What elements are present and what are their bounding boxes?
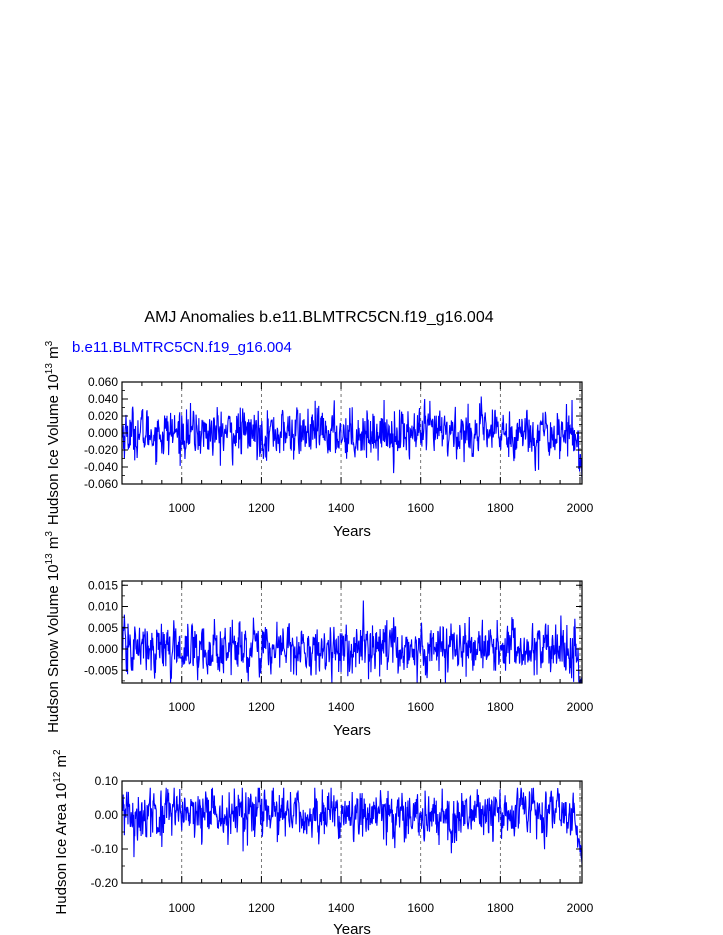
y-tick-label: -0.10: [90, 842, 118, 856]
y-tick-label: -0.005: [83, 663, 118, 678]
y-axis-label: Hudson Ice Volume $10^{13}$ $m^3$: [44, 340, 62, 526]
y-tick-label: 0.000: [87, 426, 118, 440]
y-tick-label: 0.010: [87, 599, 118, 614]
x-tick-label: 1200: [248, 901, 275, 915]
chart-panel-2: [44, 531, 594, 739]
y-tick-label: 0.060: [87, 375, 118, 389]
x-axis-label: Years: [333, 921, 371, 935]
x-tick-label: 1200: [248, 501, 275, 515]
y-tick-label: 0.00: [94, 808, 118, 822]
y-tick-label: -0.060: [83, 477, 118, 491]
y-tick-label: -0.040: [83, 460, 118, 474]
x-tick-label: 1000: [168, 901, 196, 915]
series-line: [122, 396, 582, 480]
x-tick-label: 1600: [407, 901, 435, 915]
x-tick-label: 1800: [487, 901, 514, 915]
y-tick-label: -0.020: [83, 443, 118, 457]
y-tick-label: 0.015: [87, 578, 118, 593]
x-tick-label: 1400: [327, 700, 355, 714]
y-tick-label: 0.040: [87, 392, 118, 406]
x-tick-label: 1000: [168, 700, 196, 714]
chart-panel-1: [44, 340, 594, 540]
y-tick-label: -0.20: [90, 876, 118, 890]
y-tick-label: 0.020: [87, 409, 118, 423]
x-axis-label: Years: [333, 523, 371, 540]
y-tick-label: 0.000: [87, 642, 118, 656]
x-tick-label: 1400: [327, 901, 355, 915]
x-tick-label: 1400: [327, 501, 355, 515]
x-tick-label: 1600: [407, 501, 435, 515]
x-tick-label: 1800: [487, 501, 514, 515]
x-tick-label: 1000: [168, 501, 196, 515]
x-tick-label: 1200: [248, 700, 275, 714]
x-tick-label: 2000: [566, 501, 594, 515]
y-axis-label: Hudson Ice Area $10^{12}$ $m^2$: [52, 749, 70, 915]
y-tick-label: 0.005: [87, 620, 118, 635]
chart-title: AMJ Anomalies b.e11.BLMTRC5CN.f19_g16.004: [144, 309, 494, 326]
y-tick-label: 0.10: [94, 774, 118, 788]
chart-panel-3: [52, 749, 594, 935]
x-tick-label: 2000: [566, 901, 594, 915]
chart-subtitle: b.e11.BLMTRC5CN.f19_g16.004: [72, 339, 292, 356]
series-line: [122, 601, 582, 683]
x-axis-label: Years: [333, 722, 371, 739]
series-line: [122, 788, 582, 864]
x-tick-label: 2000: [566, 700, 594, 714]
x-tick-label: 1600: [407, 700, 435, 714]
x-tick-label: 1800: [487, 700, 514, 714]
y-axis-label: Hudson Snow Volume $10^{13}$ $m^3$: [44, 531, 62, 733]
